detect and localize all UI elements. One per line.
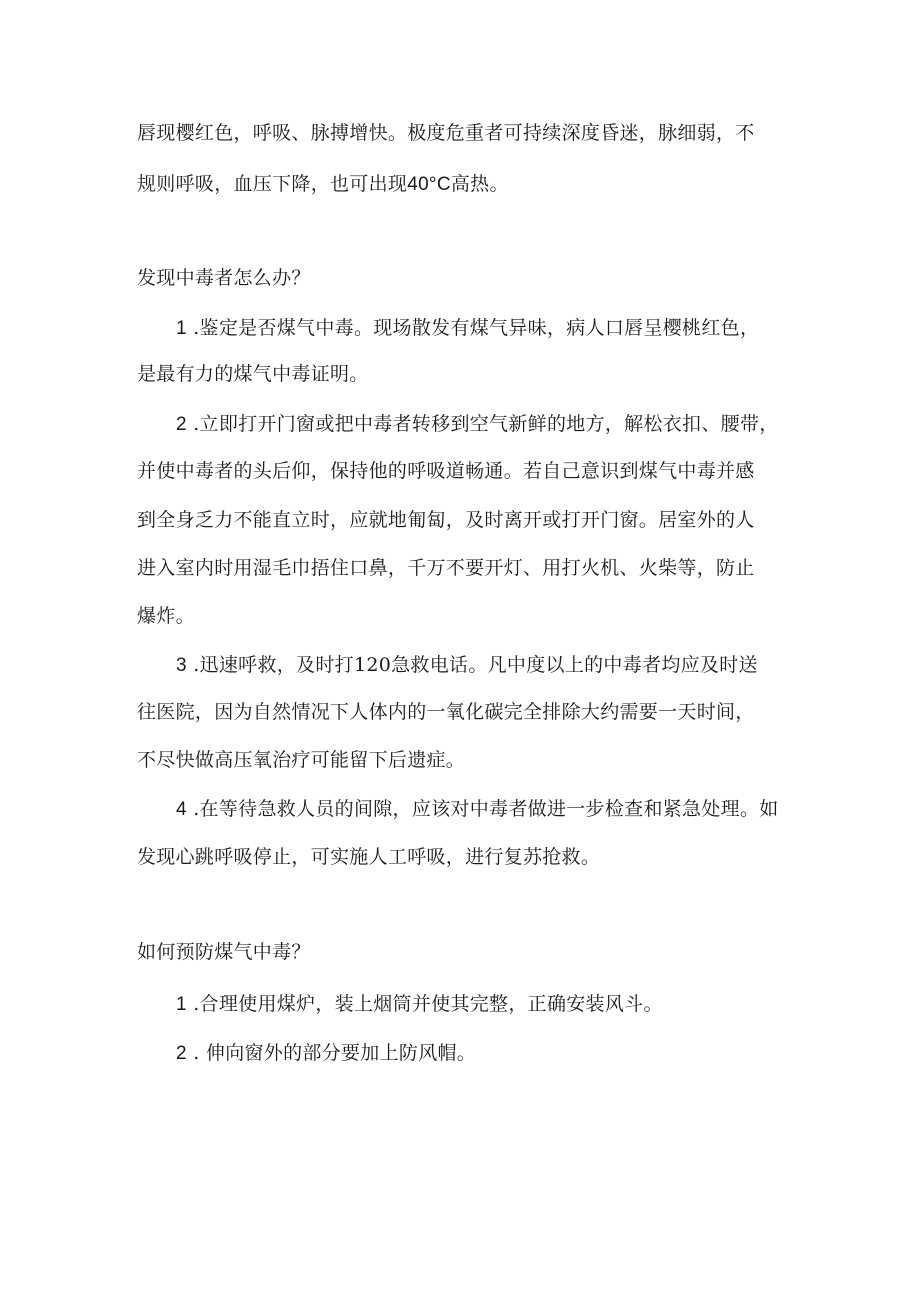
item-text: .在等待急救人员的间隙，应该对中毒者做进一步检查和紧急处理。如	[193, 798, 779, 820]
section-2-item-1-line-1	[176, 992, 663, 1017]
section-1-item-1-line-2: 是最有力的煤气中毒证明。	[137, 363, 369, 385]
section-1-item-4-line-2: 发现心跳呼吸停止，可实施人工呼吸，进行复苏抢救。	[137, 846, 601, 868]
item-text: . 伸向窗外的部分要加上防风帽。	[193, 1042, 477, 1064]
section-1-item-3-line-1	[176, 653, 758, 678]
item-text: .立即打开门窗或把中毒者转移到空气新鲜的地方，解松衣扣、腰带，	[193, 413, 779, 435]
section-1-item-3-line-2: 往医院，因为自然情况下人体内的一氧化碳完全排除大约需要一天时间，	[137, 701, 755, 723]
section-1-item-2-line-1	[176, 412, 779, 437]
intro-temperature: 40°C	[407, 174, 451, 195]
intro-line-1: 唇现樱红色，呼吸、脉搏增快。极度危重者可持续深度昏迷，脉细弱，不	[137, 122, 755, 144]
intro-line-2-prefix: 规则呼吸，血压下降，也可出现	[137, 173, 408, 195]
item-number: 4	[176, 799, 187, 820]
item-number: 1	[176, 994, 187, 1015]
item-text: .迅速呼救，及时打120急救电话。凡中度以上的中毒者均应及时送	[193, 654, 758, 676]
item-text: .合理使用煤炉，装上烟筒并使其完整，正确安装风斗。	[193, 993, 663, 1015]
section-1-heading: 发现中毒者怎么办？	[137, 267, 311, 289]
item-number: 2	[176, 1043, 187, 1064]
item-number: 1	[176, 318, 187, 339]
section-1-item-2-line-3: 到全身乏力不能直立时，应就地匍匐，及时离开或打开门窗。居室外的人	[137, 509, 755, 531]
item-number: 3	[176, 655, 187, 676]
section-1-item-2-line-4: 进入室内时用湿毛巾捂住口鼻，千万不要开灯、用打火机、火柴等，防止	[137, 557, 755, 579]
section-2-item-2-line-1	[176, 1041, 476, 1066]
intro-line-2-suffix: 高热。	[450, 173, 509, 195]
section-1-item-2-line-2: 并使中毒者的头后仰，保持他的呼吸道畅通。若自己意识到煤气中毒并感	[137, 460, 755, 482]
intro-line-2	[137, 172, 509, 197]
item-number: 2	[176, 414, 187, 435]
section-1-item-3-line-3: 不尽快做高压氧治疗可能留下后遗症。	[137, 749, 466, 771]
section-1-item-2-line-5: 爆炸。	[137, 605, 195, 627]
section-1-item-1-line-1	[176, 316, 759, 341]
section-1-item-4-line-1	[176, 797, 779, 822]
section-2-heading: 如何预防煤气中毒？	[137, 941, 311, 963]
item-text: .鉴定是否煤气中毒。现场散发有煤气异味，病人口唇呈樱桃红色，	[193, 317, 760, 339]
